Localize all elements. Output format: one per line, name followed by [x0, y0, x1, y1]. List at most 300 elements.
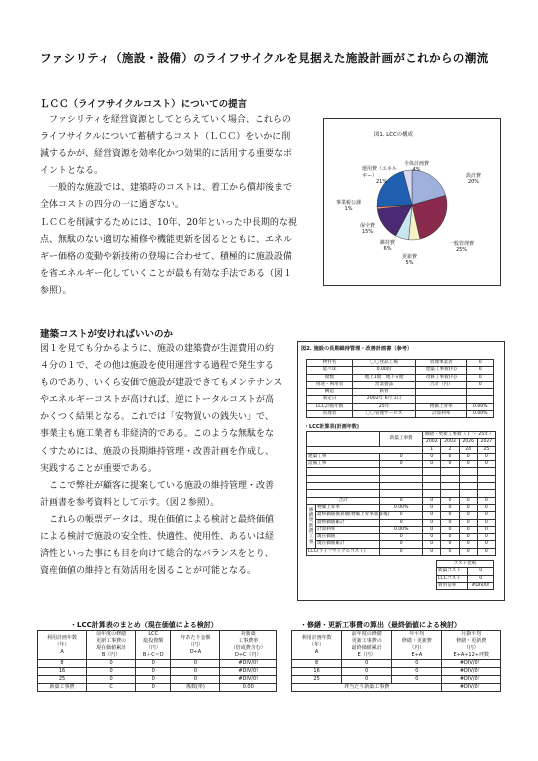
table-header	[171, 631, 220, 660]
table-cell: 0	[477, 453, 495, 460]
table-row	[292, 684, 501, 692]
repair-cost-table	[291, 630, 501, 692]
table-cell: 25	[292, 676, 342, 684]
table-cell: 0	[423, 512, 441, 519]
table-cell	[459, 475, 477, 482]
label-hozen: 保全費 15%	[360, 223, 376, 235]
table-cell	[477, 483, 495, 490]
body-line: を省エネルギー化していくことが最も有効な手法である（図１	[40, 268, 293, 279]
body-line: ＬＣＣを削減するためには、10年、20年といった中長期的な視	[40, 217, 297, 228]
table-cell: 0	[342, 676, 392, 684]
lcc-calc-table	[306, 431, 496, 556]
table-cell: 計算利率	[316, 526, 380, 533]
table-cell: 設備工事	[307, 461, 380, 468]
table-cell: 0	[136, 684, 171, 692]
body-line: 参照）。	[40, 285, 72, 296]
table-cell: 新築工事費	[38, 684, 87, 692]
section1-body	[40, 112, 302, 300]
header-line: （倍或費含む）	[230, 645, 266, 651]
table-cell: 0	[441, 519, 459, 526]
figure1-box	[323, 118, 501, 286]
header-line: 対新築	[240, 631, 256, 637]
side-char: 修	[308, 507, 314, 513]
label-ippan: 一般管理費 25%	[449, 241, 475, 253]
table-cell: 0	[459, 541, 477, 548]
table-cell: 0	[380, 461, 423, 468]
table-cell: 0	[423, 548, 441, 555]
section2-heading: 建築コストが安ければいいのか	[40, 329, 174, 340]
table-cell: LCC計画年数	[307, 403, 353, 410]
body-line: ファシリティを経営資源としてとらえていく場合、これらの	[40, 115, 291, 125]
lcc-summary-table	[37, 630, 277, 692]
header-line: 修繕・更新費	[456, 638, 487, 644]
side-char: 事	[308, 539, 314, 545]
table-row	[38, 684, 277, 692]
table-row	[307, 548, 496, 555]
label-unyo: 運用費（エネル ギー） 21%	[362, 166, 398, 185]
table-cell: 0	[468, 568, 494, 575]
table-cell: 0	[459, 548, 477, 555]
side-char: 費	[308, 529, 314, 534]
table-cell: 0	[467, 374, 494, 381]
table-header: 2002	[423, 439, 441, 446]
table-row	[437, 561, 494, 568]
body-line: くすためには、施設の長期維持管理・改善計画を作成し、	[40, 446, 275, 457]
section1-heading: ＬＣＣ（ライフサイクルコスト）についての提言	[40, 99, 248, 110]
table-cell: 現在価値累計	[316, 541, 380, 548]
table-row	[38, 668, 277, 676]
table-row	[307, 468, 496, 475]
table-header	[292, 631, 342, 660]
header-line: D÷A	[189, 648, 202, 655]
table-row	[307, 534, 496, 541]
body-line: 資産価値の維持と有効活用を図ることが可能となる。	[40, 566, 257, 577]
body-line: ギー価格の変動や新技術の登場に合わせて、積極的に施設設備	[40, 251, 292, 262]
table-cell: 8	[292, 660, 342, 668]
table-cell	[477, 468, 495, 475]
header-line: 現在価値累計	[96, 645, 127, 651]
header-line: 修繕・更新費	[401, 638, 432, 644]
table-cell	[459, 468, 477, 475]
body-line: ものであり、いくら安価で施設が建設できてもメンテナンス	[40, 378, 283, 389]
figure2-box	[297, 341, 505, 601]
header-line: （年）	[54, 641, 70, 648]
side-char: 新	[308, 523, 314, 529]
header-line: 年あたり金額	[180, 634, 211, 641]
header-line: 更新工事費の	[351, 638, 382, 644]
table-row	[292, 668, 501, 676]
table-cell: LCCコスト	[437, 575, 468, 582]
table-cell	[441, 483, 459, 490]
table-cell: 0	[380, 512, 423, 519]
table-cell: 0	[441, 461, 459, 468]
table-header: コスト比較	[437, 561, 494, 568]
table-cell: 0	[477, 519, 495, 526]
table-cell: 0	[477, 526, 495, 533]
table-cell: 0	[467, 367, 494, 374]
table-cell: 係数(率)	[171, 684, 220, 692]
table-cell: 費用倍率	[437, 582, 468, 589]
table-cell: 建築工事	[307, 453, 380, 460]
table-cell: 0	[342, 668, 392, 676]
table-cell: 新築コスト	[437, 568, 468, 575]
table-cell: 0	[441, 526, 459, 533]
table-row	[307, 446, 496, 453]
table-cell	[423, 483, 441, 490]
table-cell: #DIV/0！	[442, 684, 501, 692]
side-char: 更	[308, 518, 314, 524]
table-cell: 0	[441, 541, 459, 548]
table-cell: 0	[171, 668, 220, 676]
header-line: 前年度の修繕	[96, 631, 127, 637]
table-cell: 25年	[353, 403, 416, 410]
table-cell	[307, 475, 380, 482]
table-row	[307, 519, 496, 526]
header-line: D÷C（円）	[234, 652, 262, 658]
table-cell: 0	[423, 461, 441, 468]
table-cell: 0	[467, 381, 494, 388]
table-cell: 0	[380, 453, 423, 460]
table-header: 新築工事費	[380, 432, 423, 447]
body-line: 減するかが、経営資源を効率化かつ効果的に活用する重要なポ	[40, 149, 293, 160]
table-cell	[477, 475, 495, 482]
table-cell: #DIV/0！	[442, 660, 501, 668]
table-cell: 鉄骨	[353, 389, 416, 396]
table-row	[307, 432, 496, 439]
table-cell: 0	[380, 519, 423, 526]
table-cell	[423, 468, 441, 475]
table-cell: 0	[459, 504, 477, 511]
table-row	[292, 660, 501, 668]
body-line: による検討で施設の安全性、快適性、使用性、あるいは経	[40, 532, 275, 543]
body-line: ここで弊社が顧客に提案している施設の維持管理・改善	[40, 480, 275, 491]
table-cell	[416, 396, 467, 403]
table-cell: 合計（円）	[416, 381, 467, 388]
table-row	[307, 389, 494, 396]
table-row	[307, 396, 494, 403]
body-line: これらの帳票データは、現在価値による検討と最終価値	[40, 514, 275, 525]
table-cell: 0	[171, 660, 220, 668]
side-label	[307, 504, 316, 548]
header-line: A	[60, 648, 64, 655]
table-cell	[467, 389, 494, 396]
table-cell: 物件名	[307, 360, 353, 367]
table-cell: 0	[459, 534, 477, 541]
table-cell: 1	[423, 446, 441, 453]
table-cell	[380, 490, 423, 497]
table-cell: 0	[459, 497, 477, 504]
table-cell: 0	[87, 660, 136, 668]
table-row	[437, 575, 494, 582]
table-cell: 0	[136, 660, 171, 668]
table-cell: 2002年 6月 1日	[353, 396, 416, 403]
header-line: 更新工事費の	[96, 638, 127, 644]
table-row	[307, 490, 496, 497]
table-cell: 0	[392, 660, 442, 668]
table-cell: 最終価値換算額(物価上昇率加算後)	[317, 512, 390, 518]
table-cell: 延べ床	[307, 367, 353, 374]
table-cell: 0	[136, 676, 171, 684]
table-cell: #DIV/0!	[468, 582, 494, 589]
table-header	[342, 631, 392, 660]
table-cell: 0	[477, 504, 495, 511]
table-cell: 0	[459, 519, 477, 526]
table-cell	[441, 475, 459, 482]
table-cell: 24	[459, 446, 477, 453]
label-jigyo: 事業税公課 1%	[336, 200, 362, 212]
table-row	[307, 541, 496, 548]
table-cell: 0	[441, 497, 459, 504]
table-header	[87, 631, 136, 660]
section2-body	[40, 341, 302, 580]
table-cell: 25	[477, 446, 495, 453]
table-cell: 0	[423, 526, 441, 533]
table-row	[292, 676, 501, 684]
table-header	[220, 631, 277, 660]
table-cell: 用途・利用者	[307, 381, 353, 388]
label-zentai: 全体計画費 4%	[404, 161, 430, 173]
table-cell: 0	[380, 497, 423, 504]
header-line: 最終価値累計	[351, 645, 382, 651]
header-line: 利用計画年数	[47, 634, 78, 641]
table-cell: 0	[423, 497, 441, 504]
bottom-right-title: ・修繕・更新工事費の算出（最終価値による検討）	[300, 621, 461, 629]
table-header	[38, 631, 87, 660]
table-cell: C	[87, 684, 136, 692]
table-cell	[467, 396, 494, 403]
header-line: E（円）	[357, 652, 376, 658]
table-cell: 0	[87, 676, 136, 684]
table-cell: 0	[441, 453, 459, 460]
body-line: ４分の１で、その他は施設を使用運営する過程で発生する	[40, 361, 274, 372]
table-header: 2026	[459, 439, 477, 446]
header-line: （円）	[145, 645, 161, 651]
header-line: B（円）	[101, 652, 121, 658]
table-cell: 0	[423, 504, 441, 511]
table-cell: 合計	[307, 497, 380, 504]
table-cell: 改修工事費(円)	[416, 374, 467, 381]
header-line: 利用計画年数	[301, 634, 332, 641]
figure2-title: 図2. 施設の長期維持管理・改善計画書（参考）	[301, 346, 413, 352]
table-cell: 建築工事費(円)	[416, 367, 467, 374]
page-title: ファシリティ（施設・設備）のライフサイクルを見据えた施設計画がこれからの潮流	[40, 51, 489, 65]
body-line: 点、無駄のない適切な補修や機能更新を図るとともに、エネル	[40, 234, 293, 245]
table-cell: 0	[441, 504, 459, 511]
table-cell: 0.00	[220, 684, 277, 692]
table-header	[442, 631, 501, 660]
table-row	[307, 360, 494, 367]
table-cell: 0	[380, 548, 423, 555]
table-cell: 0	[477, 512, 495, 519]
header-line: 前年度の修繕	[351, 631, 382, 637]
header-line: E÷A÷12÷坪数	[453, 652, 489, 658]
side-char: 繕	[308, 513, 314, 519]
body-line: 実践することが重要である。	[40, 463, 158, 474]
table-cell: 〇〇管理サービス	[353, 411, 416, 418]
body-line: 全体コストの四分の一に過ぎない。	[40, 200, 185, 211]
lcc-table-title: ・LCC計算表(計画年数)	[304, 424, 360, 430]
table-cell: 0	[477, 534, 495, 541]
table-cell: 0	[171, 676, 220, 684]
table-cell	[441, 468, 459, 475]
table-cell	[423, 490, 441, 497]
header-line: E÷A	[411, 652, 423, 658]
table-header: 2003	[441, 439, 459, 446]
table-header	[307, 432, 380, 447]
table-cell: 0.00㎡	[353, 367, 416, 374]
table-row	[307, 381, 494, 388]
body-line: 事業主も施工業者も非経済的である。このような無駄をな	[40, 429, 275, 440]
table-cell: 0.00%	[380, 504, 423, 511]
body-line: ライフサイクルについて蓄積するコスト（ＬＣＣ）をいかに削	[40, 132, 291, 143]
table-row	[307, 512, 496, 519]
header-line: LCC	[148, 631, 159, 637]
body-line: イントとなる。	[40, 166, 104, 177]
table-cell: 0	[477, 548, 495, 555]
table-cell: 構造	[307, 389, 353, 396]
body-line: 済性といった事にも目を向けて総合的なバランスをとり、	[40, 549, 274, 560]
figure1-title: 図1. LCCの構成	[374, 132, 413, 138]
table-cell: 0	[423, 453, 441, 460]
table-cell: 0	[468, 575, 494, 582]
header-line: （年）	[309, 641, 325, 648]
table-cell: 0	[477, 461, 495, 468]
table-cell: 0	[477, 497, 495, 504]
table-cell	[380, 475, 423, 482]
header-line: B＋C＝D	[142, 652, 164, 658]
table-cell: 物価上昇率	[416, 403, 467, 410]
body-line: やエネルギーコストが高ければ、逆にトータルコストが高	[40, 395, 275, 406]
table-cell: 8	[38, 660, 87, 668]
header-line: （円）	[463, 645, 479, 651]
table-cell: 0	[392, 668, 442, 676]
table-cell: 0	[459, 512, 477, 519]
table-cell	[477, 490, 495, 497]
table-cell: 25	[38, 676, 87, 684]
header-line: A	[314, 648, 319, 655]
table-cell	[307, 446, 423, 453]
table-cell: 管理事業者	[416, 360, 467, 367]
table-cell	[416, 389, 467, 396]
label-sekkei: 設計費 20%	[466, 173, 482, 185]
header-line: 月掛平均	[461, 631, 482, 637]
table-cell: 坪当たり新築工事費	[292, 684, 442, 692]
table-cell: 策定日	[307, 396, 353, 403]
table-cell	[307, 483, 380, 490]
table-row	[307, 403, 494, 410]
table-header: 修繕・更新工事費（１ ～ 25年）	[423, 432, 496, 439]
table-cell	[307, 490, 380, 497]
body-line: 計画書を参考資料として示す。（図２参照）。	[40, 497, 220, 508]
table-cell: 0	[423, 534, 441, 541]
header-line: （円）	[409, 645, 425, 651]
header-line: （円）	[187, 641, 203, 648]
table-row	[437, 568, 494, 575]
cost-compare-table	[436, 560, 494, 590]
table-cell: 0.00%	[467, 403, 494, 410]
table-cell: 0	[441, 548, 459, 555]
table-cell: 営業製品	[353, 381, 416, 388]
table-row	[307, 526, 496, 533]
table-cell: 計算利率	[416, 411, 467, 418]
table-header: 2027	[477, 439, 495, 446]
table-cell: 0	[441, 534, 459, 541]
table-cell: 0	[459, 453, 477, 460]
table-row	[307, 453, 496, 460]
table-cell: 0	[380, 534, 423, 541]
facility-info-table	[306, 359, 494, 418]
table-cell: LCC(ライフサイクルコスト)	[307, 548, 380, 555]
table-row	[307, 475, 496, 482]
table-cell: 〇〇食品工場	[353, 360, 416, 367]
table-header	[136, 631, 171, 660]
table-cell	[459, 483, 477, 490]
table-row	[292, 631, 501, 660]
table-row	[307, 483, 496, 490]
table-cell: 2	[441, 446, 459, 453]
table-row	[307, 374, 494, 381]
table-cell: 0	[380, 541, 423, 548]
table-cell	[380, 468, 423, 475]
table-row	[307, 411, 494, 418]
table-cell: #DIV/0！	[442, 676, 501, 684]
table-row	[307, 367, 494, 374]
table-row	[38, 676, 277, 684]
label-koshin: 更新費 5%	[402, 254, 418, 266]
table-cell: 0.00%	[467, 411, 494, 418]
table-cell: #DIV/0!	[220, 660, 277, 668]
table-cell: #DIV/0!	[220, 676, 277, 684]
table-cell: 0	[459, 461, 477, 468]
table-cell: 管理者	[307, 411, 353, 418]
label-iji: 維持費 6%	[380, 240, 396, 252]
table-cell: 物価上昇率	[316, 504, 380, 511]
table-cell: 階数	[307, 374, 353, 381]
table-row	[38, 660, 277, 668]
table-row	[437, 582, 494, 589]
table-cell	[423, 475, 441, 482]
header-line: 総投資額	[143, 638, 164, 644]
table-cell: 地上1階 地下×階	[353, 374, 416, 381]
table-header	[392, 631, 442, 660]
table-cell: 0	[459, 526, 477, 533]
table-cell	[441, 490, 459, 497]
table-cell	[459, 490, 477, 497]
header-line: 年平均	[409, 631, 425, 637]
table-row	[307, 461, 496, 468]
table-row	[307, 497, 496, 504]
body-line: かくつく結果となる。これでは「安物買いの銭失い」で、	[40, 412, 274, 423]
table-cell: 0	[441, 512, 459, 519]
table-cell: 現在価値	[316, 534, 380, 541]
table-cell: 0.00%	[380, 526, 423, 533]
table-cell: 0	[467, 360, 494, 367]
table-cell	[380, 483, 423, 490]
side-char: 工	[308, 534, 314, 540]
table-cell: 0	[392, 676, 442, 684]
header-line: 工事費率	[238, 638, 259, 644]
table-cell	[307, 468, 380, 475]
table-cell: 16	[38, 668, 87, 676]
table-cell: 0	[342, 660, 392, 668]
table-cell: #DIV/0！	[442, 668, 501, 676]
table-cell: #DIV/0!	[220, 668, 277, 676]
table-cell: 0	[87, 668, 136, 676]
table-cell: 16	[292, 668, 342, 676]
table-cell: 0	[423, 519, 441, 526]
bottom-left-title: ・LCC計算表のまとめ（現在価値による検討）	[70, 621, 218, 629]
body-line: 一般的な施設では、建築時のコストは、着工から償却後まで	[40, 183, 293, 194]
